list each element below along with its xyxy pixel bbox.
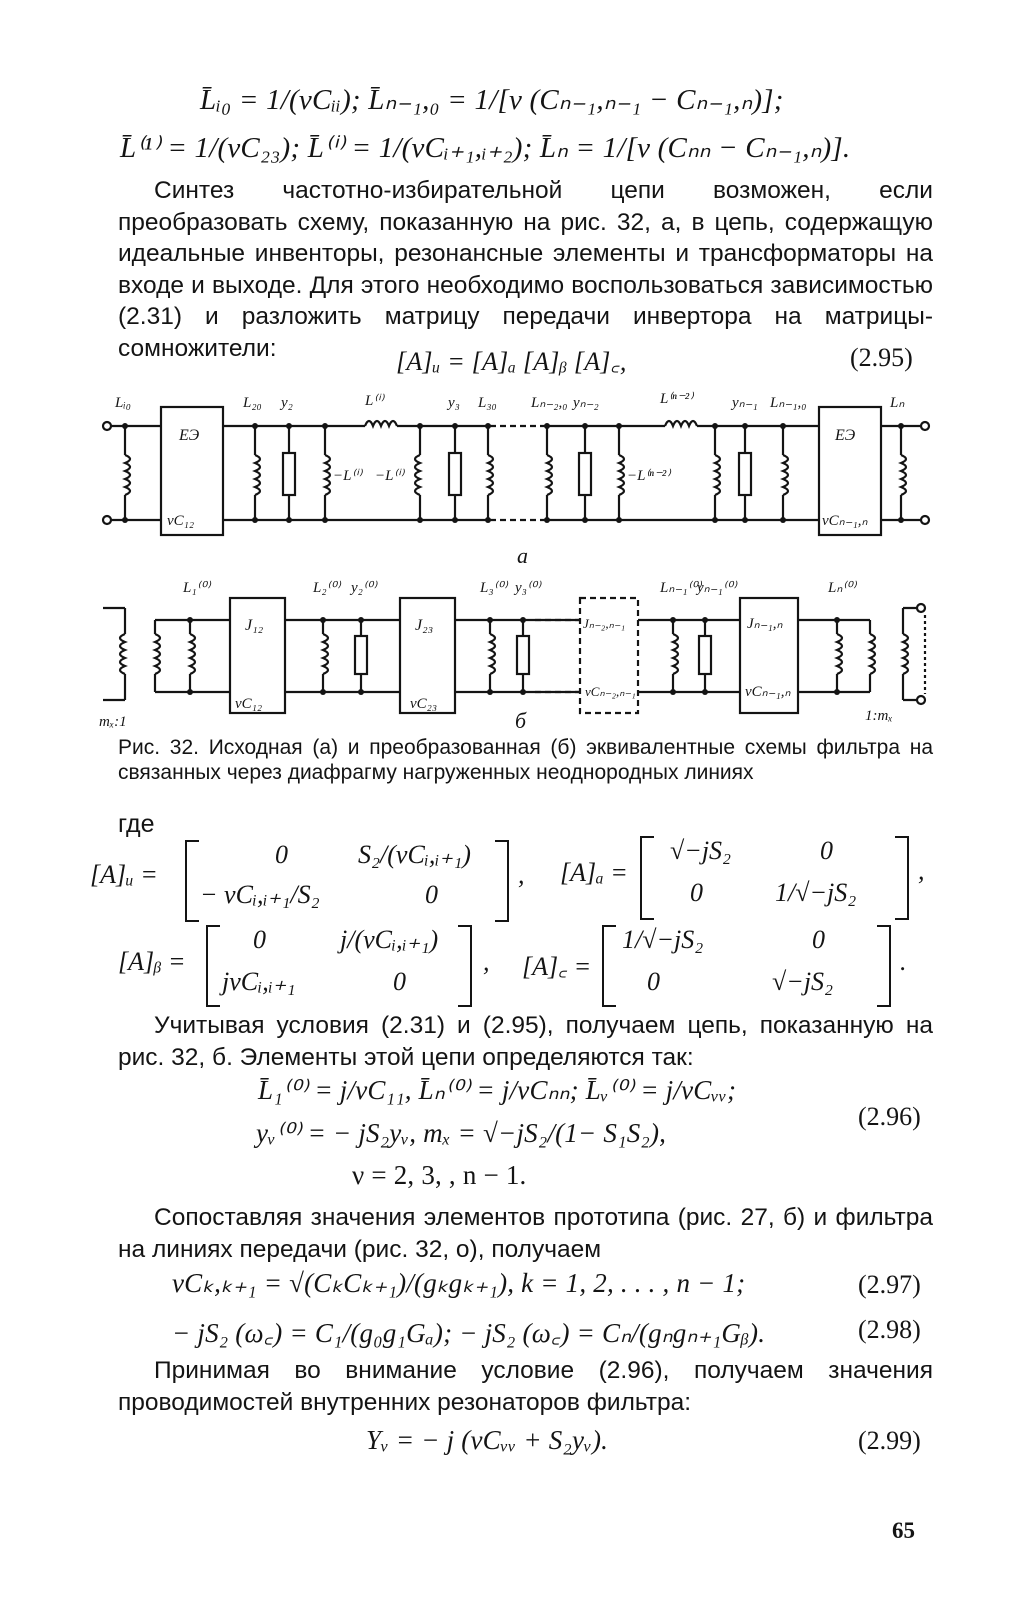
matrix-au: [A]ᵤ = 0 S₂/(vCᵢ,ᵢ₊₁) − vCᵢ,ᵢ₊₁/S₂ 0 , <box>90 840 550 920</box>
label-l1-0: L₁⁽⁰⁾ <box>183 580 210 596</box>
label-vc12: vC₁₂ <box>167 513 195 529</box>
page-number: 65 <box>892 1518 915 1543</box>
label-y3-0: y₃⁽⁰⁾ <box>515 580 541 596</box>
label-l3-0: L₃⁽⁰⁾ <box>480 580 507 596</box>
label-yn2: yₙ₋₂ <box>573 395 599 411</box>
label-vc23: vC₂₃ <box>410 696 438 712</box>
label-neg-l-2: −L⁽ⁱ⁾ <box>375 468 404 484</box>
paragraph-conditions-text: Учитывая условия (2.31) и (2.95), получаем цепь, показанную на рис. 32, б. Элементы этой цепи определяются так: <box>118 1012 933 1071</box>
label-mx-left: mₓ:1 <box>99 714 127 730</box>
paragraph-comparison <box>118 1202 933 1265</box>
paragraph-synthesis <box>118 175 933 364</box>
paragraph-resonators <box>118 1355 933 1418</box>
equation-2-95-number: (2.95) <box>850 343 913 372</box>
label-l30: L₃₀ <box>478 395 497 411</box>
figure-32a-circuit <box>95 385 945 575</box>
equation-2-95: [A]ᵤ = [A]ₐ [A]ᵦ [A]꜀, <box>396 347 627 376</box>
equation-2-98-number: (2.98) <box>858 1315 921 1344</box>
label-l20: L₂₀ <box>243 395 262 411</box>
paragraph-comparison-text: Сопоставляя значения элементов прототипа (рис. 27, б) и фильтра на линиях передачи (рис. 32, о), получаем <box>118 1204 933 1263</box>
equation-2-99: Yᵥ = − j (vCᵥᵥ + S₂yᵥ). <box>366 1425 609 1455</box>
label-vcn2: vCₙ₋₂,ₙ₋₁ <box>585 684 636 699</box>
figure-32b-circuit <box>95 570 945 735</box>
label-ee-left: ЕЭ <box>179 427 200 444</box>
label-ln1-0: Lₙ₋₁⁽⁰⁾ <box>660 580 701 596</box>
label-vcn1n: vCₙ₋₁,ₙ <box>822 513 868 529</box>
equation-2-96-number: (2.96) <box>858 1102 921 1131</box>
equation-2-97: vCₖ,ₖ₊₁ = √(CₖCₖ₊₁)/(gₖgₖ₊₁), k = 1, 2, . . . , n − 1; <box>172 1268 746 1298</box>
label-jn1n: Jₙ₋₁,ₙ <box>747 616 783 632</box>
label-mx-right: 1:mₓ <box>865 708 893 724</box>
equation-2-96-line-1: L̄₁⁽⁰⁾ = j/vC₁₁, L̄ₙ⁽⁰⁾ = j/vCₙₙ; L̄ᵥ⁽⁰⁾ = j/vCᵥᵥ; <box>258 1075 737 1105</box>
matrix-ab: [A]ᵦ = 0 j/(vCᵢ,ᵢ₊₁) jvCᵢ,ᵢ₊₁ 0 , <box>118 925 558 1005</box>
label-ln20: Lₙ₋₂,₀ <box>531 395 568 411</box>
label-y2-0: y₂⁽⁰⁾ <box>351 580 377 596</box>
equation-2-98: − jS₂ (ω꜀) = C₁/(g₀g₁Gₐ); − jS₂ (ω꜀) = Cₙ/(gₙgₙ₊₁Gᵦ). <box>172 1318 766 1348</box>
label-ln: Lₙ <box>890 395 905 411</box>
label-l2-0: L₂⁽⁰⁾ <box>313 580 340 596</box>
label-ee-right: ЕЭ <box>835 427 856 444</box>
label-ln10: Lₙ₋₁,₀ <box>770 395 807 411</box>
equation-2-96-line-2: yᵥ⁽⁰⁾ = − jS₂yᵥ, mₓ = √−jS₂/(1− S₁S₂), <box>256 1118 667 1148</box>
formula-line-2: L̄⁽¹⁾ = 1/(vC₂₃); L̄⁽ⁱ⁾ = 1/(vCᵢ₊₁,ᵢ₊₂); L̄ₙ = 1/[v (Cₙₙ − Cₙ₋₁,ₙ)]. <box>120 132 851 164</box>
paragraph-conditions <box>118 1010 933 1073</box>
formula-line-1: L̄ᵢ₀ = 1/(vCᵢᵢ); L̄ₙ₋₁,₀ = 1/[v (Cₙ₋₁,ₙ₋₁ − Cₙ₋₁,ₙ)]; <box>200 84 784 116</box>
label-yn1-0: yₙ₋₁⁽⁰⁾ <box>697 580 737 596</box>
label-neg-l-n2: −L⁽ⁿ⁻²⁾ <box>627 468 670 484</box>
figure-caption: Рис. 32. Исходная (а) и преобразованная (б) эквивалентные схемы фильтра на связанных через диафрагму нагруженных неоднородных линиях <box>118 736 933 784</box>
label-neg-l-1: −L⁽ⁱ⁾ <box>333 468 362 484</box>
label-j12: J₁₂ <box>245 617 264 634</box>
label-ln-0: Lₙ⁽⁰⁾ <box>828 580 856 596</box>
where-word: где <box>118 810 155 838</box>
equation-2-97-number: (2.97) <box>858 1270 921 1299</box>
label-l-in: Lᵢ₀ <box>115 395 131 411</box>
matrix-ac: [A]꜀ = 1/√−jS₂ 0 0 √−jS₂ . <box>522 925 922 1005</box>
label-y2: y₂ <box>281 395 293 411</box>
label-yn1: yₙ₋₁ <box>732 395 758 411</box>
equation-2-96-line-3: ν = 2, 3, , n − 1. <box>352 1160 527 1190</box>
label-l-i: L⁽ⁱ⁾ <box>365 393 384 409</box>
matrix-aa: [A]ₐ = √−jS₂ 0 0 1/√−jS₂ , <box>560 836 940 916</box>
figure-a-letter: а <box>517 543 528 568</box>
paragraph-resonators-text: Принимая во внимание условие (2.96), получаем значения проводимостей внутренних резонаторов фильтра: <box>118 1357 933 1416</box>
label-b-vc12: vC₁₂ <box>235 696 263 712</box>
paragraph-synthesis-text: Синтез частотно-избирательной цепи возможен, если преобразовать схему, показанную на рис. 32, а, в цепь, содержащую идеальные инвенторы, резонансные элементы и трансформаторы на входе и выходе. Для этого необходимо воспользоваться зависимостью (2.31) и разложить матрицу передачи инвертора на матрицы-сомножители: <box>118 177 933 362</box>
figure-b-letter: б <box>515 708 527 733</box>
label-j23: J₂₃ <box>415 617 434 634</box>
label-jn2: Jₙ₋₂,ₙ₋₁ <box>583 616 626 631</box>
label-y3: y₃ <box>448 395 460 411</box>
label-l-n2: L⁽ⁿ⁻²⁾ <box>660 391 693 407</box>
label-b-vcn1n: vCₙ₋₁,ₙ <box>745 684 791 700</box>
equation-2-99-number: (2.99) <box>858 1426 921 1455</box>
